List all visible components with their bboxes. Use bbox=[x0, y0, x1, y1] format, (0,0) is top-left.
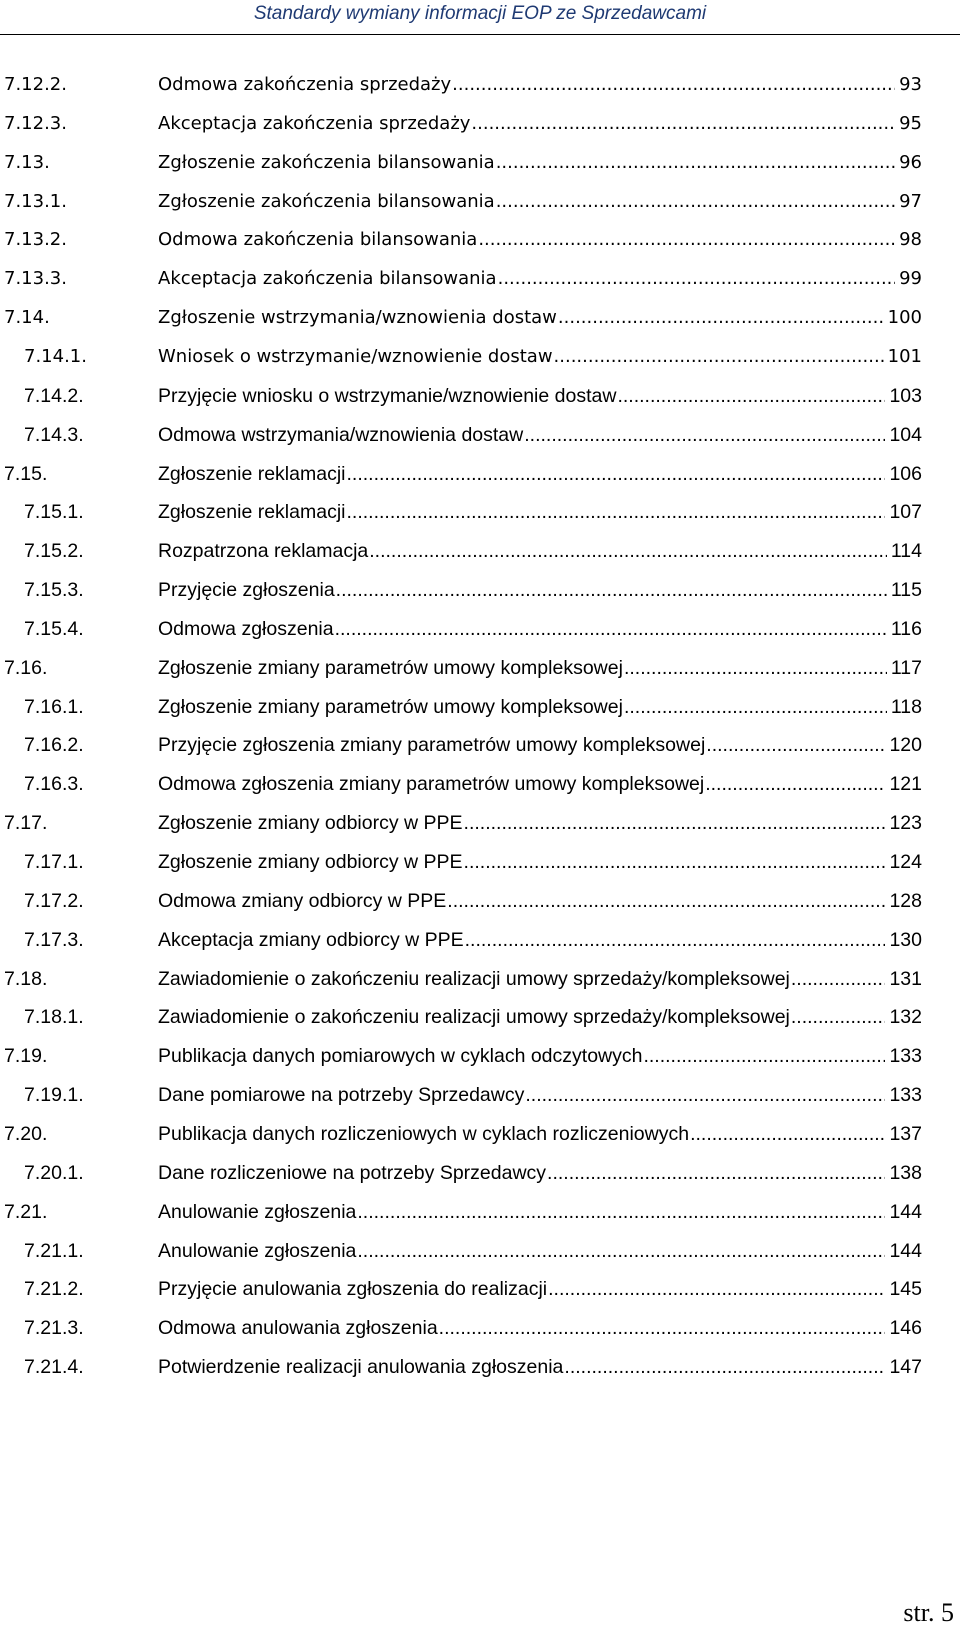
toc-entry-line bbox=[158, 1117, 922, 1151]
toc-entry-line bbox=[158, 767, 922, 801]
toc-entry-line bbox=[158, 806, 922, 840]
toc-dot-leader bbox=[478, 223, 895, 257]
toc-entry-line bbox=[158, 573, 922, 607]
toc-entry[interactable] bbox=[0, 690, 960, 724]
toc-entry-page: 138 bbox=[889, 1162, 922, 1184]
toc-entry[interactable] bbox=[0, 845, 960, 879]
toc-entry-title: Publikacja danych pomiarowych w cyklach odczytowych bbox=[158, 1045, 643, 1067]
toc-dot-leader bbox=[548, 1272, 885, 1306]
toc-dot-leader bbox=[347, 457, 886, 491]
toc-entry-line bbox=[158, 845, 922, 879]
toc-dot-leader bbox=[464, 806, 886, 840]
toc-entry-line bbox=[158, 301, 922, 335]
toc-entry-line bbox=[158, 418, 922, 452]
toc-entry-line bbox=[158, 651, 922, 685]
toc-entry-title: Odmowa zakończenia sprzedaży bbox=[158, 74, 452, 95]
toc-dot-leader bbox=[496, 146, 895, 180]
toc-entry-title: Zgłoszenie reklamacji bbox=[158, 463, 346, 485]
toc-entry-number: 7.13.1. bbox=[4, 191, 67, 212]
toc-entry[interactable] bbox=[0, 418, 960, 452]
toc-entry-title: Odmowa zgłoszenia bbox=[158, 618, 334, 640]
toc-entry-number: 7.15.4. bbox=[24, 618, 84, 640]
toc-dot-leader bbox=[643, 1039, 885, 1073]
toc-entry-title: Zawiadomienie o zakończeniu realizacji umowy sprzedaży/kompleksowej bbox=[158, 1006, 790, 1028]
toc-entry[interactable] bbox=[0, 107, 960, 141]
toc-entry-line bbox=[158, 262, 922, 296]
toc-entry[interactable] bbox=[0, 1039, 960, 1073]
toc-entry[interactable] bbox=[0, 1117, 960, 1151]
toc-entry[interactable] bbox=[0, 728, 960, 762]
toc-entry-title: Zgłoszenie reklamacji bbox=[158, 501, 346, 523]
toc-entry-title: Przyjęcie zgłoszenia zmiany parametrów umowy kompleksowej bbox=[158, 734, 706, 756]
toc-dot-leader bbox=[336, 573, 887, 607]
toc-dot-leader bbox=[624, 651, 887, 685]
toc-entry-number: 7.17.2. bbox=[24, 890, 84, 912]
toc-entry-title: Przyjęcie zgłoszenia bbox=[158, 579, 335, 601]
toc-entry-page: 117 bbox=[890, 657, 922, 679]
toc-entry[interactable] bbox=[0, 262, 960, 296]
toc-dot-leader bbox=[357, 1234, 885, 1268]
toc-entry-page: 147 bbox=[889, 1356, 922, 1378]
toc-entry-title: Publikacja danych rozliczeniowych w cyklach rozliczeniowych bbox=[158, 1123, 690, 1145]
toc-entry-page: 95 bbox=[899, 113, 922, 134]
toc-entry-number: 7.17.3. bbox=[24, 929, 84, 951]
toc-entry[interactable] bbox=[0, 146, 960, 180]
toc-entry-line bbox=[158, 495, 922, 529]
toc-entry-title: Akceptacja zmiany odbiorcy w PPE bbox=[158, 929, 464, 951]
toc-entry[interactable] bbox=[0, 612, 960, 646]
toc-entry-number: 7.12.3. bbox=[4, 113, 67, 134]
toc-entry-line bbox=[158, 146, 922, 180]
toc-entry-number: 7.18. bbox=[4, 968, 48, 990]
toc-entry-number: 7.12.2. bbox=[4, 74, 67, 95]
toc-entry-line bbox=[158, 1234, 922, 1268]
toc-entry[interactable] bbox=[0, 573, 960, 607]
toc-entry[interactable] bbox=[0, 1311, 960, 1345]
toc-entry-number: 7.16.1. bbox=[24, 696, 84, 718]
toc-entry-page: 97 bbox=[899, 191, 922, 212]
toc-entry-title: Zgłoszenie zmiany parametrów umowy kompleksowej bbox=[158, 696, 623, 718]
toc-entry-title: Zgłoszenie zmiany parametrów umowy kompleksowej bbox=[158, 657, 623, 679]
toc-entry-title: Zgłoszenie wstrzymania/wznowienia dostaw bbox=[158, 307, 557, 328]
toc-entry-title: Wniosek o wstrzymanie/wznowienie dostaw bbox=[158, 346, 553, 367]
toc-dot-leader bbox=[369, 534, 887, 568]
toc-entry-number: 7.14.1. bbox=[24, 346, 87, 367]
toc-dot-leader bbox=[465, 923, 886, 957]
toc-dot-leader bbox=[524, 418, 885, 452]
toc-entry-number: 7.17. bbox=[4, 812, 48, 834]
toc-entry-page: 121 bbox=[889, 773, 922, 795]
toc-dot-leader bbox=[547, 1156, 885, 1190]
toc-entry-title: Anulowanie zgłoszenia bbox=[158, 1240, 357, 1262]
toc-entry[interactable] bbox=[0, 185, 960, 219]
toc-entry-title: Rozpatrzona reklamacja bbox=[158, 540, 369, 562]
toc-entry-number: 7.13. bbox=[4, 152, 50, 173]
toc-entry-page: 132 bbox=[889, 1006, 922, 1028]
toc-entry-title: Akceptacja zakończenia bilansowania bbox=[158, 268, 497, 289]
toc-entry-title: Przyjęcie anulowania zgłoszenia do realizacji bbox=[158, 1278, 548, 1300]
toc-entry-page: 100 bbox=[887, 307, 922, 328]
toc-dot-leader bbox=[496, 185, 895, 219]
toc-entry-line bbox=[158, 612, 922, 646]
toc-entry-page: 130 bbox=[889, 929, 922, 951]
toc-dot-leader bbox=[452, 68, 895, 102]
toc-entry-title: Zawiadomienie o zakończeniu realizacji umowy sprzedaży/kompleksowej bbox=[158, 968, 790, 990]
toc-entry-number: 7.16.3. bbox=[24, 773, 84, 795]
toc-entry-page: 128 bbox=[889, 890, 922, 912]
toc-entry-number: 7.19.1. bbox=[24, 1084, 84, 1106]
toc-entry-number: 7.20.1. bbox=[24, 1162, 84, 1184]
toc-entry-page: 144 bbox=[889, 1201, 922, 1223]
toc-dot-leader bbox=[705, 767, 885, 801]
toc-entry-title: Zgłoszenie zmiany odbiorcy w PPE bbox=[158, 812, 463, 834]
toc-entry-line bbox=[158, 457, 922, 491]
toc-entry-title: Dane rozliczeniowe na potrzeby Sprzedawcy bbox=[158, 1162, 547, 1184]
toc-entry-page: 144 bbox=[889, 1240, 922, 1262]
toc-entry-line bbox=[158, 884, 922, 918]
toc-entry-number: 7.16.2. bbox=[24, 734, 84, 756]
toc-entry-line bbox=[158, 728, 922, 762]
toc-entry[interactable] bbox=[0, 923, 960, 957]
toc-entry-number: 7.21. bbox=[4, 1201, 48, 1223]
toc-entry-number: 7.14. bbox=[4, 307, 50, 328]
toc-entry-number: 7.13.2. bbox=[4, 229, 67, 250]
toc-dot-leader bbox=[335, 612, 887, 646]
toc-entry-number: 7.17.1. bbox=[24, 851, 84, 873]
toc-entry-title: Odmowa zgłoszenia zmiany parametrów umowy kompleksowej bbox=[158, 773, 705, 795]
toc-entry-line bbox=[158, 340, 922, 374]
toc-dot-leader bbox=[558, 301, 884, 335]
toc-dot-leader bbox=[525, 1078, 885, 1112]
toc-dot-leader bbox=[690, 1117, 885, 1151]
toc-entry-title: Odmowa wstrzymania/wznowienia dostaw bbox=[158, 424, 524, 446]
toc-entry-title: Akceptacja zakończenia sprzedaży bbox=[158, 113, 471, 134]
toc-entry[interactable] bbox=[0, 884, 960, 918]
toc-entry-line bbox=[158, 962, 922, 996]
toc-entry[interactable] bbox=[0, 1234, 960, 1268]
toc-entry-page: 96 bbox=[899, 152, 922, 173]
toc-entry-line bbox=[158, 1156, 922, 1190]
toc-entry-page: 99 bbox=[899, 268, 922, 289]
toc-entry-line bbox=[158, 379, 922, 413]
page-number: str. 5 bbox=[903, 1598, 954, 1627]
toc-entry-page: 133 bbox=[889, 1084, 922, 1106]
toc-entry-page: 115 bbox=[890, 579, 922, 601]
toc-entry-page: 103 bbox=[889, 385, 922, 407]
toc-dot-leader bbox=[564, 1350, 885, 1384]
toc-entry[interactable] bbox=[0, 1350, 960, 1384]
toc-entry[interactable] bbox=[0, 223, 960, 257]
toc-entry-page: 120 bbox=[889, 734, 922, 756]
toc-entry-line bbox=[158, 1078, 922, 1112]
toc-entry-line bbox=[158, 923, 922, 957]
toc-entry-line bbox=[158, 1311, 922, 1345]
toc-dot-leader bbox=[791, 962, 886, 996]
toc-entry-number: 7.15.2. bbox=[24, 540, 84, 562]
toc-entry-page: 123 bbox=[889, 812, 922, 834]
toc-entry-page: 104 bbox=[889, 424, 922, 446]
toc-entry-line bbox=[158, 1272, 922, 1306]
toc-entry-page: 145 bbox=[889, 1278, 922, 1300]
toc-entry-line bbox=[158, 1000, 922, 1034]
header-divider bbox=[0, 34, 960, 35]
toc-entry-number: 7.21.2. bbox=[24, 1278, 84, 1300]
running-header: Standardy wymiany informacji EOP ze Sprzedawcami bbox=[253, 3, 707, 24]
toc-entry[interactable] bbox=[0, 806, 960, 840]
toc-dot-leader bbox=[624, 690, 887, 724]
toc-entry[interactable] bbox=[0, 340, 960, 374]
toc-entry-page: 146 bbox=[889, 1317, 922, 1339]
toc-dot-leader bbox=[791, 1000, 886, 1034]
toc-dot-leader bbox=[554, 340, 884, 374]
toc-entry-line bbox=[158, 185, 922, 219]
toc-entry-page: 93 bbox=[899, 74, 922, 95]
toc-entry-page: 116 bbox=[890, 618, 922, 640]
toc-entry-number: 7.13.3. bbox=[4, 268, 67, 289]
toc-entry-title: Anulowanie zgłoszenia bbox=[158, 1201, 357, 1223]
toc-entry-title: Potwierdzenie realizacji anulowania zgłoszenia bbox=[158, 1356, 564, 1378]
toc-dot-leader bbox=[471, 107, 895, 141]
toc-entry-line bbox=[158, 1350, 922, 1384]
toc-entry-title: Dane pomiarowe na potrzeby Sprzedawcy bbox=[158, 1084, 525, 1106]
toc-entry-number: 7.14.2. bbox=[24, 385, 84, 407]
toc-entry-number: 7.19. bbox=[4, 1045, 48, 1067]
toc-entry-number: 7.21.4. bbox=[24, 1356, 84, 1378]
toc-entry-title: Zgłoszenie zakończenia bilansowania bbox=[158, 191, 495, 212]
toc-entry[interactable] bbox=[0, 1195, 960, 1229]
toc-entry[interactable] bbox=[0, 1078, 960, 1112]
toc-entry[interactable] bbox=[0, 651, 960, 685]
toc-entry-line bbox=[158, 107, 922, 141]
toc-entry-page: 107 bbox=[889, 501, 922, 523]
toc-entry[interactable] bbox=[0, 457, 960, 491]
toc-dot-leader bbox=[347, 495, 886, 529]
toc-entry-line bbox=[158, 690, 922, 724]
toc-entry[interactable] bbox=[0, 1000, 960, 1034]
toc-entry-number: 7.16. bbox=[4, 657, 48, 679]
toc-dot-leader bbox=[439, 1311, 886, 1345]
toc-entry-title: Odmowa zakończenia bilansowania bbox=[158, 229, 478, 250]
toc-entry-line bbox=[158, 1195, 922, 1229]
toc-dot-leader bbox=[447, 884, 885, 918]
toc-entry-number: 7.18.1. bbox=[24, 1006, 84, 1028]
toc-dot-leader bbox=[706, 728, 885, 762]
toc-entry[interactable] bbox=[0, 379, 960, 413]
toc-entry-title: Zgłoszenie zakończenia bilansowania bbox=[158, 152, 495, 173]
toc-entry[interactable] bbox=[0, 495, 960, 529]
toc-entry-title: Odmowa zmiany odbiorcy w PPE bbox=[158, 890, 447, 912]
toc-entry-title: Zgłoszenie zmiany odbiorcy w PPE bbox=[158, 851, 463, 873]
toc-entry-number: 7.14.3. bbox=[24, 424, 84, 446]
toc-entry-number: 7.21.1. bbox=[24, 1240, 84, 1262]
toc-dot-leader bbox=[617, 379, 885, 413]
toc-entry[interactable] bbox=[0, 962, 960, 996]
toc-entry[interactable] bbox=[0, 1156, 960, 1190]
toc-entry[interactable] bbox=[0, 68, 960, 102]
toc-entry[interactable] bbox=[0, 767, 960, 801]
toc-dot-leader bbox=[464, 845, 886, 879]
toc-entry-number: 7.20. bbox=[4, 1123, 48, 1145]
toc-entry-title: Odmowa anulowania zgłoszenia bbox=[158, 1317, 438, 1339]
toc-entry-page: 133 bbox=[889, 1045, 922, 1067]
toc-entry-page: 137 bbox=[889, 1123, 922, 1145]
toc-entry-number: 7.15.3. bbox=[24, 579, 84, 601]
toc-entry-number: 7.21.3. bbox=[24, 1317, 84, 1339]
toc-entry-title: Przyjęcie wniosku o wstrzymanie/wznowienie dostaw bbox=[158, 385, 617, 407]
toc-entry-page: 131 bbox=[889, 968, 922, 990]
toc-entry-line bbox=[158, 223, 922, 257]
toc-entry[interactable] bbox=[0, 301, 960, 335]
toc-dot-leader bbox=[498, 262, 896, 296]
toc-dot-leader bbox=[357, 1195, 885, 1229]
toc-entry-number: 7.15. bbox=[4, 463, 48, 485]
toc-entry-page: 114 bbox=[890, 540, 922, 562]
toc-entry-line bbox=[158, 68, 922, 102]
toc-entry-line bbox=[158, 1039, 922, 1073]
toc-entry-page: 124 bbox=[889, 851, 922, 873]
toc-entry-page: 101 bbox=[887, 346, 922, 367]
toc-entry-page: 118 bbox=[890, 696, 922, 718]
toc-entry-page: 106 bbox=[889, 463, 922, 485]
toc-entry-number: 7.15.1. bbox=[24, 501, 84, 523]
toc-entry-page: 98 bbox=[899, 229, 922, 250]
toc-entry[interactable] bbox=[0, 1272, 960, 1306]
toc-entry[interactable] bbox=[0, 534, 960, 568]
toc-entry-line bbox=[158, 534, 922, 568]
